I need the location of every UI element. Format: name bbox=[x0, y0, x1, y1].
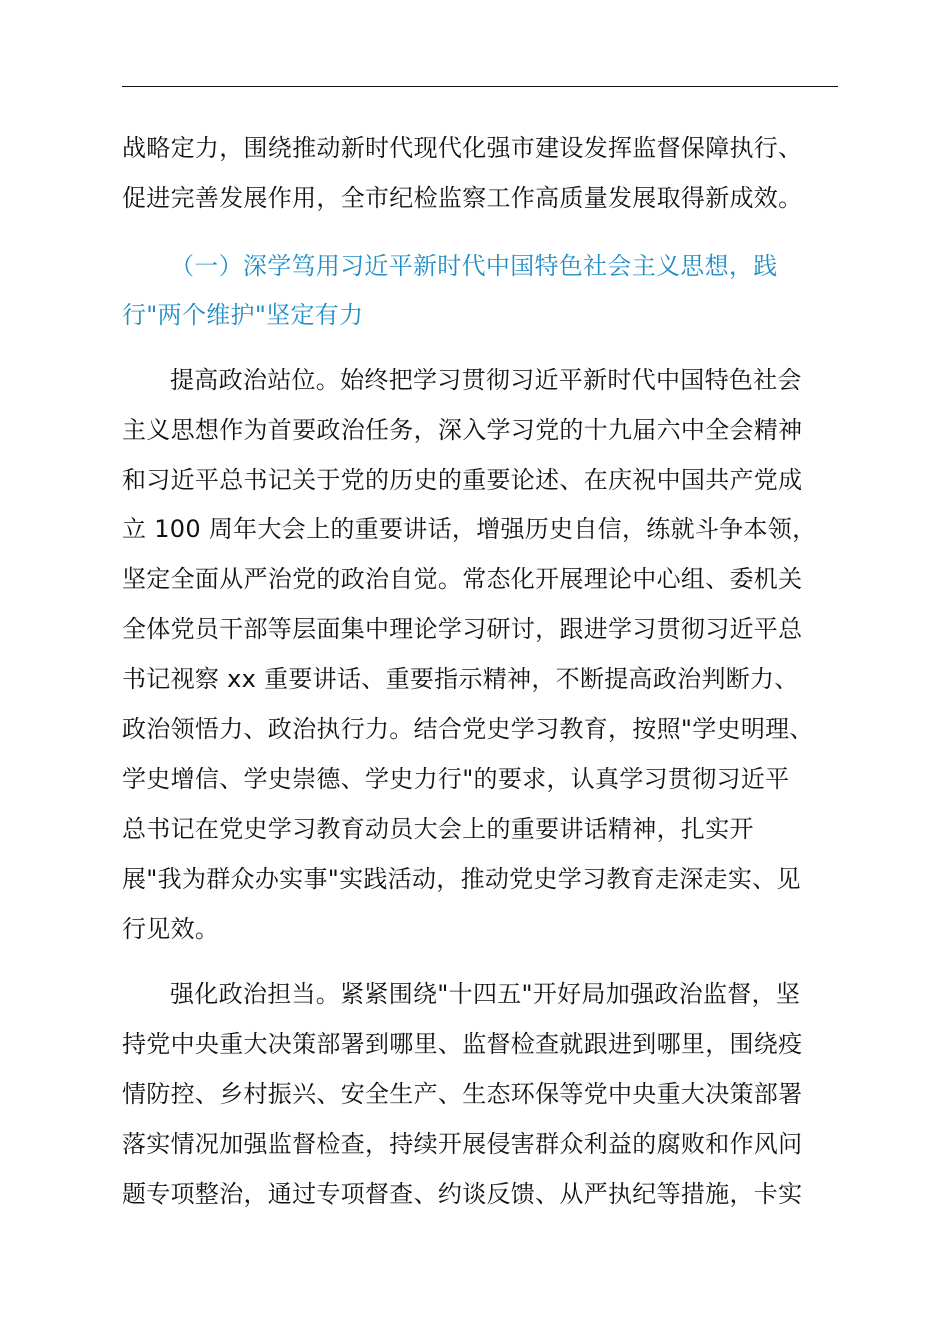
text-line: 战略定力，围绕推动新时代现代化强市建设发挥监督保障执行、 bbox=[122, 134, 803, 162]
text-line: 提高政治站位。始终把学习贯彻习近平新时代中国特色社会 bbox=[170, 366, 802, 394]
text-line: 坚定全面从严治党的政治自觉。常态化开展理论中心组、委机关 bbox=[122, 565, 803, 593]
header-rule bbox=[122, 86, 838, 87]
text-line: 总书记在党史学习教育动员大会上的重要讲话精神，扎实开 bbox=[122, 815, 754, 843]
text-line: 持党中央重大决策部署到哪里、监督检查就跟进到哪里，围绕疫 bbox=[122, 1030, 803, 1058]
text-line: 全体党员干部等层面集中理论学习研讨，跟进学习贯彻习近平总 bbox=[122, 615, 803, 643]
text-line: 强化政治担当。紧紧围绕"十四五"开好局加强政治监督，坚 bbox=[170, 980, 801, 1008]
text-line: 行见效。 bbox=[122, 915, 220, 943]
text-line: 学史增信、学史崇德、学史力行"的要求，认真学习贯彻习近平 bbox=[122, 765, 790, 793]
text-line: 展"我为群众办实事"实践活动，推动党史学习教育走深走实、见 bbox=[122, 865, 801, 893]
text-line: 政治领悟力、政治执行力。结合党史学习教育，按照"学史明理、 bbox=[122, 715, 814, 743]
text-line: 情防控、乡村振兴、安全生产、生态环保等党中央重大决策部署 bbox=[122, 1080, 803, 1108]
heading-line: 行"两个维护"坚定有力 bbox=[122, 301, 364, 329]
text-line: 和习近平总书记关于党的历史的重要论述、在庆祝中国共产党成 bbox=[122, 466, 803, 494]
heading-line: （一）深学笃用习近平新时代中国特色社会主义思想，践 bbox=[170, 252, 778, 280]
text-line: 立 100 周年大会上的重要讲话，增强历史自信，练就斗争本领， bbox=[122, 515, 817, 543]
text-line: 促进完善发展作用，全市纪检监察工作高质量发展取得新成效。 bbox=[122, 184, 803, 212]
text-line: 题专项整治，通过专项督查、约谈反馈、从严执纪等措施，卡实 bbox=[122, 1180, 803, 1208]
text-line: 书记视察 xx 重要讲话、重要指示精神，不断提高政治判断力、 bbox=[122, 665, 799, 693]
text-line: 主义思想作为首要政治任务，深入学习党的十九届六中全会精神 bbox=[122, 416, 803, 444]
text-line: 落实情况加强监督检查，持续开展侵害群众利益的腐败和作风问 bbox=[122, 1130, 803, 1158]
